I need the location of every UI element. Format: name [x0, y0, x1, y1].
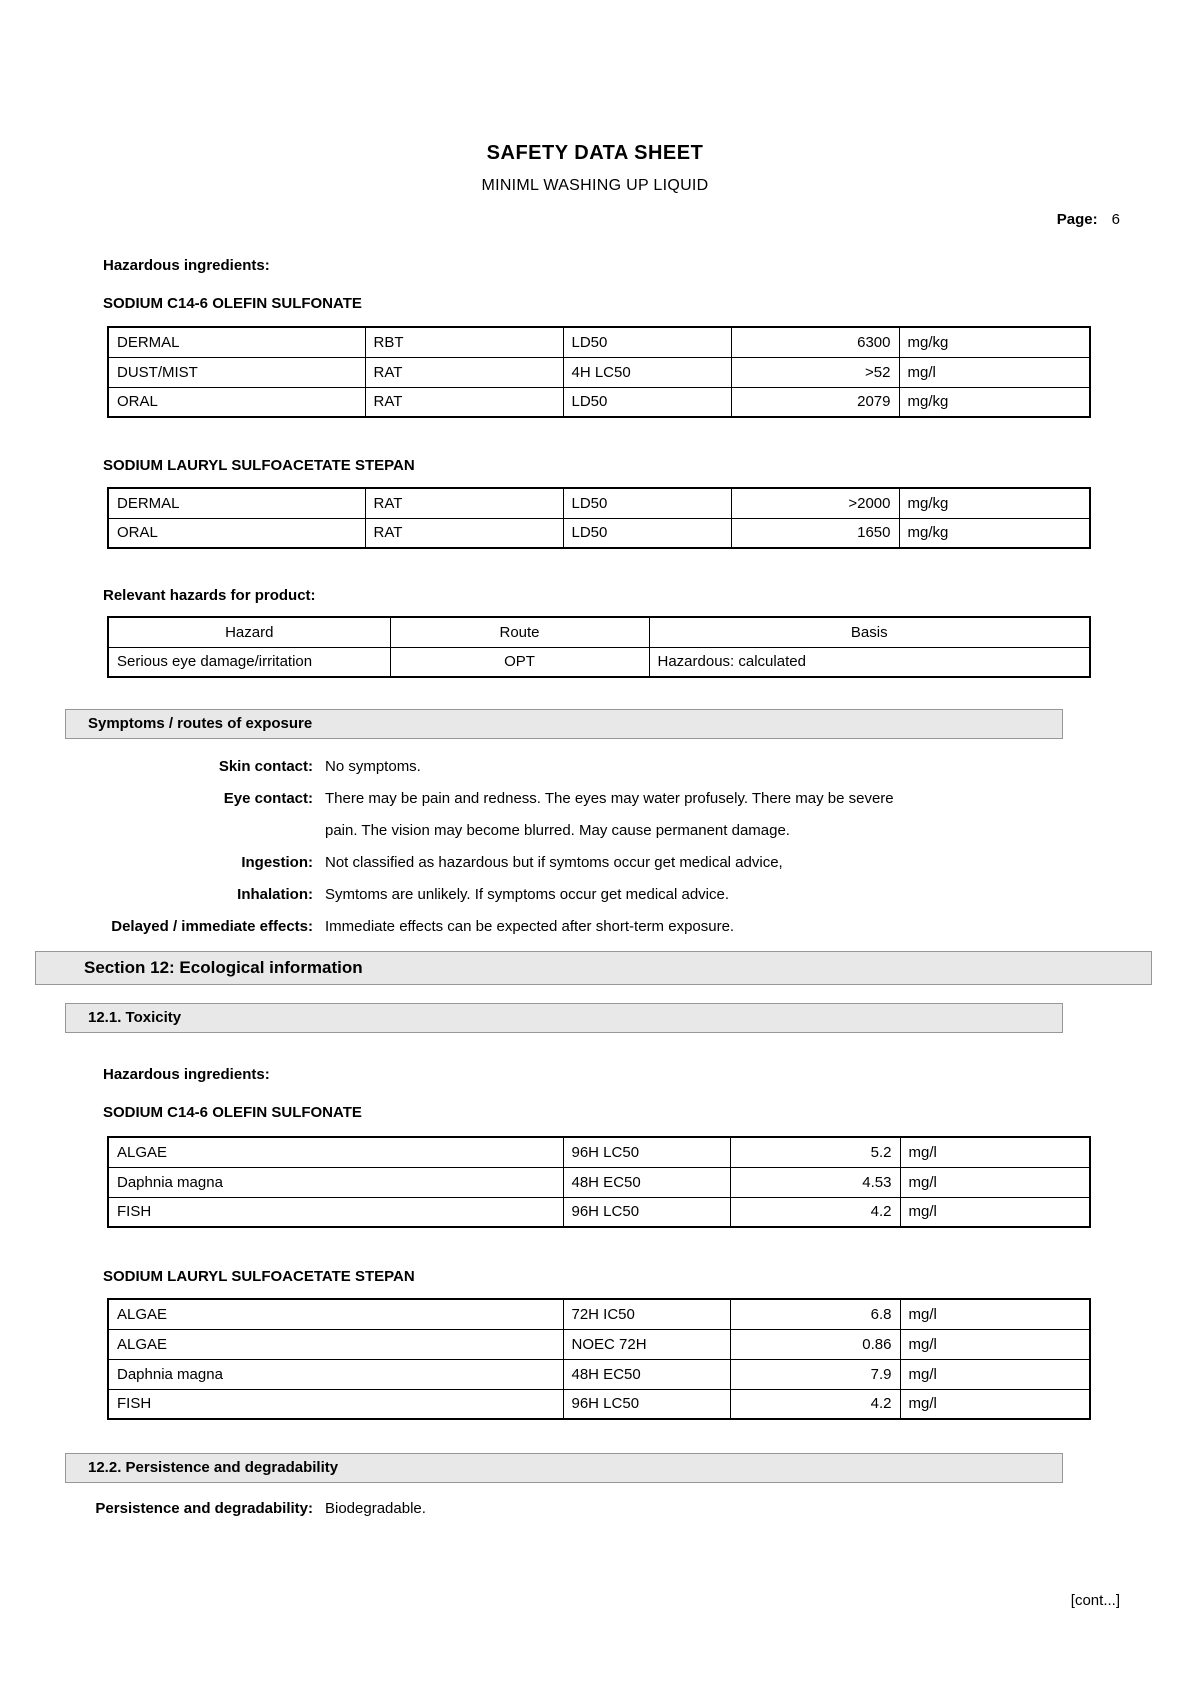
table-cell: LD50 [563, 488, 731, 518]
table-cell: mg/kg [899, 327, 1090, 357]
continuation-marker: [cont...] [1070, 1592, 1120, 1609]
table-cell: 0.86 [730, 1329, 900, 1359]
table-row [108, 387, 1090, 417]
table-row [108, 1299, 1090, 1329]
table-cell: 2079 [731, 387, 899, 417]
table-row [108, 1389, 1090, 1419]
table-cell: Daphnia magna [108, 1167, 563, 1197]
symptom-text: No symptoms. [325, 758, 421, 775]
table-cell: DERMAL [108, 488, 365, 518]
table-cell: 4H LC50 [563, 357, 731, 387]
table-cell: Hazardous: calculated [649, 647, 1090, 677]
table-row [108, 518, 1090, 548]
table-cell: 1650 [731, 518, 899, 548]
tox-table-sodium-lauryl [107, 487, 1091, 549]
table-header-row [108, 617, 1090, 647]
eco-ingredient-name-sodium-c14-6: SODIUM C14-6 OLEFIN SULFONATE [103, 1104, 362, 1121]
ingredient-name-sodium-lauryl: SODIUM LAURYL SULFOACETATE STEPAN [103, 457, 415, 474]
table-cell: 6300 [731, 327, 899, 357]
table-cell: ORAL [108, 387, 365, 417]
relevant-hazards-table [107, 616, 1091, 678]
document-subtitle: MINIML WASHING UP LIQUID [481, 177, 709, 194]
symptom-label: Delayed / immediate effects: [111, 918, 313, 935]
table-cell: mg/l [899, 357, 1090, 387]
table-cell: 96H LC50 [563, 1197, 730, 1227]
table-cell: DERMAL [108, 327, 365, 357]
tox-table-sodium-c14-6 [107, 326, 1091, 418]
symptom-row-eye-contact-continued [0, 822, 1130, 839]
page-label: Page: [1056, 211, 1098, 228]
table-cell: RBT [365, 327, 563, 357]
table-cell: 48H EC50 [563, 1359, 730, 1389]
symptom-label: Inhalation: [237, 886, 313, 903]
hazardous-ingredients-label: Hazardous ingredients: [103, 257, 270, 274]
table-cell: Daphnia magna [108, 1359, 563, 1389]
table-row [108, 357, 1090, 387]
table-cell: ALGAE [108, 1329, 563, 1359]
table-cell: >2000 [731, 488, 899, 518]
persistence-row [0, 1500, 1130, 1517]
ingredient-name-sodium-c14-6: SODIUM C14-6 OLEFIN SULFONATE [103, 295, 362, 312]
table-cell: 48H EC50 [563, 1167, 730, 1197]
table-cell: ALGAE [108, 1137, 563, 1167]
eco-table-sodium-lauryl [107, 1298, 1091, 1420]
symptom-text: Symtoms are unlikely. If symptoms occur get medical advice. [325, 886, 730, 903]
column-header: Hazard [108, 617, 390, 647]
table-cell: RAT [365, 387, 563, 417]
table-cell: mg/kg [899, 488, 1090, 518]
table-cell: mg/l [900, 1329, 1090, 1359]
table-cell: mg/l [900, 1359, 1090, 1389]
table-cell: 6.8 [730, 1299, 900, 1329]
table-cell: mg/l [900, 1299, 1090, 1329]
table-cell: mg/l [900, 1167, 1090, 1197]
section-bar-section12: Section 12: Ecological information [35, 951, 1152, 985]
symptom-text: Immediate effects can be expected after short-term exposure. [325, 918, 735, 935]
table-row [108, 327, 1090, 357]
table-cell: FISH [108, 1389, 563, 1419]
table-cell: mg/l [900, 1197, 1090, 1227]
page-indicator [1057, 211, 1120, 228]
symptom-text: There may be pain and redness. The eyes may water profusely. There may be severe [325, 790, 894, 807]
table-cell: LD50 [563, 518, 731, 548]
table-row [108, 1137, 1090, 1167]
table-cell: NOEC 72H [563, 1329, 730, 1359]
table-cell: 4.2 [730, 1389, 900, 1419]
table-cell: RAT [365, 357, 563, 387]
table-row [108, 647, 1090, 677]
symptom-row-skin-contact [0, 758, 1130, 775]
symptom-label: Ingestion: [241, 854, 313, 871]
table-cell: mg/kg [899, 387, 1090, 417]
table-cell: LD50 [563, 387, 731, 417]
section-bar-symptoms: Symptoms / routes of exposure [65, 709, 1063, 739]
table-cell: >52 [731, 357, 899, 387]
page-number: 6 [1111, 211, 1120, 228]
table-cell: 96H LC50 [563, 1389, 730, 1419]
table-row [108, 1359, 1090, 1389]
column-header: Basis [649, 617, 1090, 647]
persistence-value: Biodegradable. [325, 1500, 426, 1517]
table-cell: DUST/MIST [108, 357, 365, 387]
table-cell: mg/l [900, 1389, 1090, 1419]
symptom-label: Eye contact: [223, 790, 313, 807]
table-cell: OPT [390, 647, 649, 677]
relevant-hazards-label: Relevant hazards for product: [103, 587, 316, 604]
table-row [108, 1329, 1090, 1359]
eco-table-sodium-c14-6 [107, 1136, 1091, 1228]
table-cell: Serious eye damage/irritation [108, 647, 390, 677]
symptom-row-ingestion [0, 854, 1130, 871]
table-cell: 72H IC50 [563, 1299, 730, 1329]
table-cell: ORAL [108, 518, 365, 548]
table-row [108, 488, 1090, 518]
symptom-row-eye-contact [0, 790, 1130, 807]
table-row [108, 1197, 1090, 1227]
persistence-label: Persistence and degradability: [95, 1500, 313, 1517]
symptom-row-inhalation [0, 886, 1130, 903]
table-cell: mg/l [900, 1137, 1090, 1167]
table-cell: 5.2 [730, 1137, 900, 1167]
document-title: SAFETY DATA SHEET [486, 142, 704, 164]
symptom-label: Skin contact: [218, 758, 313, 775]
eco-ingredient-name-sodium-lauryl: SODIUM LAURYL SULFOACETATE STEPAN [103, 1268, 415, 1285]
table-cell: 4.53 [730, 1167, 900, 1197]
table-cell: FISH [108, 1197, 563, 1227]
table-cell: ALGAE [108, 1299, 563, 1329]
symptom-text: Not classified as hazardous but if symtoms occur get medical advice, [325, 854, 783, 871]
table-row [108, 1167, 1090, 1197]
table-cell: 4.2 [730, 1197, 900, 1227]
symptom-row-delayed-effects [0, 918, 1130, 935]
hazardous-ingredients-label-eco: Hazardous ingredients: [103, 1066, 270, 1083]
table-cell: RAT [365, 488, 563, 518]
table-cell: mg/kg [899, 518, 1090, 548]
table-cell: RAT [365, 518, 563, 548]
table-cell: LD50 [563, 327, 731, 357]
section-bar-12-2-persistence: 12.2. Persistence and degradability [65, 1453, 1063, 1483]
column-header: Route [390, 617, 649, 647]
symptom-text: pain. The vision may become blurred. May cause permanent damage. [325, 822, 790, 839]
section-bar-12-1-toxicity: 12.1. Toxicity [65, 1003, 1063, 1033]
table-cell: 7.9 [730, 1359, 900, 1389]
table-cell: 96H LC50 [563, 1137, 730, 1167]
